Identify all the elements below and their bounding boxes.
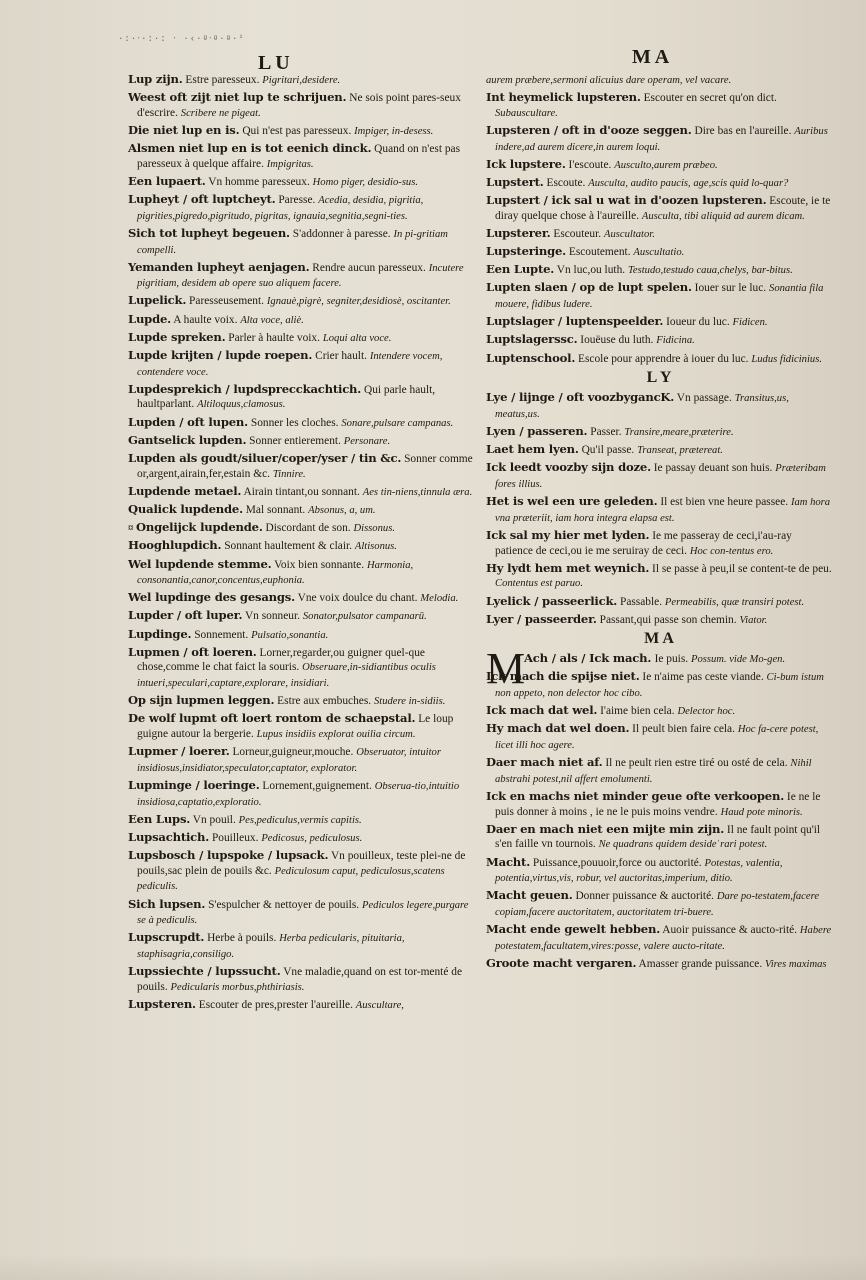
- headword: Lup zijn.: [128, 72, 183, 86]
- section-heading-ly: L Y: [646, 369, 672, 387]
- dictionary-entry: [128, 590, 474, 607]
- headword: Yemanden lupheyt aenjagen.: [128, 259, 310, 274]
- french-gloss: Herbe à pouils.: [204, 932, 280, 945]
- right-entries-lu: [486, 72, 832, 367]
- dictionary-entry: [128, 141, 474, 172]
- dictionary-entry: [128, 645, 474, 692]
- latin-gloss: Pediculos legere,purgare se à pediculis.: [137, 899, 469, 927]
- latin-gloss: Fidicina.: [656, 335, 695, 347]
- headword: Int heymelick lupsteren.: [486, 90, 641, 105]
- latin-gloss: Obserua-tio,intuitio insidiosa,captatio,exploratio.: [137, 780, 460, 808]
- latin-gloss: Aes tin-niens,tinnula æra.: [362, 486, 473, 498]
- headword: Groote macht vergaren.: [486, 955, 637, 970]
- latin-gloss: Alta voce, aliè.: [240, 314, 304, 326]
- latin-gloss: In pi-gritiam compelli.: [137, 228, 448, 256]
- latin-gloss: Obseruator, intuitor insidiosus,insidiator,speculator,captator, explorator.: [137, 747, 441, 774]
- french-gloss: Lornement,guignement.: [259, 779, 375, 792]
- headword: Luptslager / luptenspeelder.: [486, 314, 664, 329]
- latin-gloss: Pes,pediculus,vermis capitis.: [238, 814, 362, 826]
- french-gloss: Donner puissance & auctorité.: [572, 890, 717, 903]
- latin-gloss: Altiloquus,clamosus.: [197, 399, 286, 411]
- french-gloss: S'addonner à paresse.: [289, 227, 394, 240]
- latin-gloss: Altisonus.: [354, 541, 397, 553]
- headword: Gantselick lupden.: [128, 432, 247, 447]
- latin-gloss: Permeabilis, quæ transiri potest.: [664, 596, 805, 608]
- latin-gloss: Sonantia fila mouere, fidibus ludere.: [495, 283, 824, 311]
- french-gloss: Ne sois point pares-seux d'escrire.: [137, 92, 461, 119]
- latin-gloss: Herba pedicularis, pituitaria, staphisagria,consiligo.: [137, 933, 405, 960]
- dictionary-entry: [128, 711, 474, 742]
- dictionary-entry: [486, 280, 832, 312]
- dictionary-entry: [128, 484, 474, 501]
- latin-gloss: Dissonus.: [353, 523, 395, 535]
- latin-gloss: Contentus est paruo.: [495, 578, 583, 590]
- dictionary-entry: [486, 528, 832, 559]
- french-gloss: S'espulcher & nettoyer de pouils.: [205, 898, 362, 911]
- french-gloss: Estre paresseux.: [182, 74, 263, 86]
- latin-gloss: Sonare,pulsare campanas.: [341, 417, 454, 429]
- latin-gloss: Auscultatio.: [633, 247, 685, 259]
- latin-gloss: Impigritas.: [266, 158, 314, 170]
- latin-gloss: Auscultare,: [355, 999, 404, 1011]
- right-entries-ma: [486, 669, 832, 972]
- headword: Lupde spreken.: [128, 329, 226, 344]
- headword: Macht ende gewelt hebben.: [486, 922, 661, 937]
- french-gloss: Iouer sur le luc.: [691, 282, 770, 295]
- headword: Lye / lijnge / oft voozbygancK.: [486, 390, 675, 405]
- headword: Lupden / oft lupen.: [128, 414, 249, 429]
- dictionary-entry: [486, 789, 832, 820]
- latin-gloss: Iam hora vna præteriit, iam hora integra elapsa est.: [495, 497, 831, 524]
- headword: Daer en mach niet een mijte min zijn.: [486, 821, 725, 836]
- latin-gloss: Melodia.: [420, 593, 459, 605]
- latin-gloss: Hoc con-tentus ero.: [689, 545, 774, 557]
- headword: Daer mach niet af.: [486, 755, 603, 770]
- french-gloss: Airain tintant,ou sonnant.: [241, 485, 363, 498]
- french-gloss: Ioueur du luc.: [663, 316, 733, 329]
- headword: Luptenschool.: [486, 350, 576, 365]
- dictionary-entry: [128, 744, 474, 776]
- french-gloss: Sonner entierement.: [246, 434, 344, 447]
- french-gloss: Sonnement.: [191, 628, 252, 641]
- latin-gloss: Potestas, valentia, potentia,virtus,vis, robur, vel auctoritas,imperium, ditio.: [495, 857, 783, 885]
- french-gloss: Vn passage.: [674, 392, 735, 405]
- dictionary-entry: [486, 90, 832, 121]
- french-gloss: I'aime bien cela.: [597, 705, 678, 718]
- latin-gloss: Delector hoc.: [677, 706, 736, 718]
- dictionary-entry: [486, 855, 832, 887]
- latin-gloss: Absonus, a, um.: [308, 504, 376, 516]
- french-gloss: Le loup guigne autour la bergerie.: [137, 713, 454, 740]
- headword: Lupstert.: [486, 174, 544, 189]
- headword: Ick leedt voozby sijn doze.: [486, 460, 651, 475]
- dictionary-entry: [128, 348, 474, 380]
- headword: Lyer / passeerder.: [486, 611, 597, 626]
- french-gloss: Passable.: [617, 595, 665, 608]
- latin-gloss: Testudo,testudo caua,chelys, bar-bitus.: [627, 265, 793, 277]
- french-gloss: Quand on n'est pas paresseux à quelque affaire.: [137, 143, 461, 170]
- dictionary-entry: [486, 442, 832, 459]
- headword: Lupden als goudt/siluer/coper/yser / tin &c.: [128, 450, 402, 465]
- french-gloss: Ie me passeray de ceci,i'au-ray patience de ceci,ou ie me seruiray de ceci.: [495, 529, 792, 557]
- french-gloss: Voix bien sonnante.: [271, 558, 367, 571]
- french-gloss: Mal sonnant.: [242, 503, 309, 516]
- headword: Lupsteren / oft in d'ooze seggen.: [486, 122, 692, 137]
- latin-gloss: Acedia, desidia, pigritia, pigrities,pigredo,pigritudo, pigritas, ignauia,segnitia,segni-ties.: [137, 195, 424, 222]
- headword: Ick sal my hier met lyden.: [486, 527, 650, 542]
- dictionary-entry: [486, 612, 832, 629]
- dictionary-entry: [486, 226, 832, 243]
- headword: Wel lupdinge des gesangs.: [128, 590, 295, 605]
- french-gloss: Qui parle hault, haultparlant.: [137, 383, 436, 411]
- dictionary-entry: [128, 897, 474, 929]
- latin-gloss: Pediculosum caput, pediculosus,scatens pediculis.: [137, 865, 445, 893]
- dictionary-entry: [128, 123, 474, 140]
- french-gloss: Vne voix doulce du chant.: [294, 592, 421, 605]
- dictionary-entry: [128, 415, 474, 432]
- french-gloss: Ie n'aime pas ceste viande.: [639, 671, 767, 684]
- headword: Sich tot lupheyt begeuen.: [128, 225, 290, 240]
- dictionary-entry: [128, 90, 474, 121]
- french-gloss: Vn luc,ou luth.: [554, 264, 628, 277]
- latin-gloss: Pulsatio,sonantia.: [251, 629, 329, 641]
- dictionary-entry: [128, 451, 474, 482]
- dictionary-entry: [486, 669, 832, 701]
- latin-gloss: Homo piger, desidio-sus.: [312, 176, 419, 188]
- french-gloss: Ie puis.: [654, 653, 691, 666]
- latin-gloss: Ausculto,aurem præbeo.: [614, 159, 718, 171]
- latin-gloss: Auribus indere,ad aurem dicere,in aurem loqui.: [495, 125, 828, 153]
- headword: Ick mach dat wel.: [486, 703, 598, 718]
- headword: Lupdesprekich / lupdsprecckachtich.: [128, 381, 362, 396]
- latin-gloss: Viator.: [739, 614, 768, 626]
- headword: Lupsbosch / lupspoke / lupsack.: [128, 848, 329, 863]
- dictionary-entry: [128, 312, 474, 329]
- headword: Lupsteringe.: [486, 244, 567, 259]
- latin-gloss: Possum. vide Mo-gen.: [690, 654, 786, 666]
- french-gloss: Parler à haulte voix.: [225, 331, 323, 344]
- headword: Qualick lupdende.: [128, 501, 243, 516]
- headword: Lupde.: [128, 311, 172, 326]
- headword: Lupheyt / oft luptcheyt.: [128, 192, 276, 207]
- latin-gloss: Sonator,pulsator campanarū.: [302, 611, 427, 623]
- dictionary-entry: [128, 538, 474, 555]
- latin-gloss: Fidicen.: [732, 317, 768, 329]
- latin-gloss: Pigritari,desidere.: [262, 75, 341, 86]
- latin-gloss: Auscultator.: [603, 228, 655, 240]
- french-gloss: Ie passay deuant son huis.: [650, 462, 776, 475]
- headword: Lupder / oft luper.: [128, 608, 243, 623]
- french-gloss: Passer.: [587, 426, 625, 438]
- headword: Luptslagerssc.: [486, 332, 578, 347]
- headword: Macht.: [486, 854, 531, 869]
- dictionary-entry: [128, 778, 474, 810]
- french-gloss: Crier hault.: [312, 350, 370, 363]
- dictionary-entry: [486, 72, 832, 89]
- latin-gloss: Harmonia, consonantia,canor,concentus,euphonia.: [137, 559, 414, 587]
- headword: Hy lydt hem met weynich.: [486, 560, 650, 575]
- french-gloss: Ie ne le puis donner à moins , ie ne le puis moins vendre.: [495, 791, 821, 818]
- headword: Weest oft zijt niet lup te schrijuen.: [128, 90, 347, 105]
- french-gloss: I'escoute.: [565, 158, 615, 171]
- headword: Een Lupte.: [486, 262, 555, 277]
- dictionary-entry: [128, 520, 474, 537]
- latin-gloss: Haud pote minoris.: [720, 806, 803, 818]
- latin-gloss: Ne quadrans quidem desideˈrari potest.: [598, 839, 768, 851]
- french-gloss: Pouilleux.: [209, 831, 262, 844]
- dictionary-entry: [128, 260, 474, 292]
- french-gloss: Il se passe à peu,il se content-te de peu.: [649, 562, 832, 575]
- headword: Alsmen niet lup en is tot eenich dinck.: [128, 141, 372, 156]
- latin-gloss: Transitus,us, meatus,us.: [495, 393, 789, 420]
- latin-gloss: Transire,meare,præterire.: [624, 427, 734, 438]
- french-gloss: A haulte voix.: [171, 313, 241, 326]
- french-gloss: Vn homme paresseux.: [205, 175, 313, 188]
- dictionary-entry: [486, 703, 832, 720]
- headword: Een lupaert.: [128, 173, 206, 188]
- latin-gloss: Ludus fidicinius.: [751, 353, 822, 365]
- dictionary-entry: [128, 192, 474, 224]
- headword: Lupstert / ick sal u wat in d'oozen lupsteren.: [486, 193, 767, 208]
- latin-gloss: Intendere vocem, contendere voce.: [137, 351, 443, 378]
- french-gloss: Passant,qui passe son chemin.: [596, 613, 740, 626]
- french-gloss: Iouëuse du luth.: [577, 334, 657, 347]
- dictionary-entry: [128, 693, 474, 710]
- headword: Ick en machs niet minder geue ofte verkoopen.: [486, 789, 785, 803]
- latin-gloss: Ci-bum istum non appeto, non delector hoc cibo.: [495, 672, 824, 700]
- dictionary-entry: [486, 390, 832, 422]
- dictionary-entry: [486, 332, 832, 349]
- running-head-right: M A: [632, 46, 670, 68]
- french-gloss: Amasser grande puissance.: [636, 957, 766, 970]
- dictionary-entry: [128, 812, 474, 829]
- left-column: [128, 72, 474, 1015]
- headword: Lupsachtich.: [128, 829, 210, 844]
- headword: Ongelijck lupdende.: [135, 520, 263, 535]
- latin-gloss: Personare.: [343, 435, 391, 447]
- latin-gloss: Ausculta, audito paucis, age,scis quid lo-quar?: [588, 177, 789, 189]
- right-column: [486, 72, 832, 974]
- dropcap-letter: M: [486, 644, 526, 694]
- headword: Lupelick.: [128, 293, 187, 308]
- latin-gloss: Ausculta, tibi aliquid ad aurem dicam.: [641, 210, 805, 222]
- headword: Hy mach dat wel doen.: [486, 721, 630, 736]
- latin-gloss: Pedicularis morbus,phthiriasis.: [170, 981, 305, 993]
- dictionary-entry: [128, 608, 474, 625]
- french-gloss: Puissance,pouuoir,force ou auctorité.: [530, 856, 705, 869]
- headword: Een Lups.: [128, 811, 191, 826]
- headword: Ach / als / Ick mach.: [524, 651, 652, 666]
- headword: Lupdinge.: [128, 626, 192, 641]
- french-gloss: Paresseusement.: [186, 295, 267, 308]
- headword: Lupmen / oft loeren.: [128, 644, 257, 659]
- french-gloss: Dire bas en l'aureille.: [691, 124, 795, 137]
- headword: Ick mach die spijse niet.: [486, 669, 640, 684]
- french-gloss: Rendre aucun paresseux.: [309, 261, 429, 274]
- latin-gloss: Obseruare,in-sidiantibus oculis intueri,speculari,captare,explorare, insidiari.: [137, 662, 436, 690]
- dictionary-entry: [128, 830, 474, 847]
- french-gloss: Sonner les cloches.: [248, 416, 342, 429]
- latin-gloss: Vires maximas: [765, 958, 827, 970]
- headword: Lupdende metael.: [128, 483, 242, 498]
- dictionary-entry: [128, 930, 474, 962]
- french-gloss: Qui n'est pas paresseux.: [239, 124, 355, 137]
- headword: Lupmer / loerer.: [128, 744, 230, 759]
- dictionary-entry: [486, 460, 832, 492]
- dictionary-entry: [128, 293, 474, 310]
- headword: Wel lupdende stemme.: [128, 556, 272, 571]
- french-gloss: Qu'il passe.: [578, 444, 638, 457]
- dictionary-entry: [486, 123, 832, 155]
- dictionary-entry: [128, 330, 474, 347]
- french-gloss: Discordant de son.: [262, 522, 354, 535]
- dictionary-entry: [128, 382, 474, 413]
- headword: Hooghlupdich.: [128, 538, 222, 553]
- headword: De wolf lupmt oft loert rontom de schaepstal.: [128, 711, 416, 726]
- french-gloss: Lorneur,guigneur,mouche.: [229, 746, 357, 759]
- french-gloss: Paresse.: [275, 194, 319, 207]
- french-gloss: Vn pouil.: [190, 813, 239, 826]
- latin-gloss: Tinnire.: [272, 468, 306, 480]
- latin-gloss: Pedicosus, pediculosus.: [261, 832, 363, 844]
- french-gloss: Estre aux embuches.: [274, 695, 374, 708]
- french-gloss: Auoir puissance & aucto-rité.: [660, 924, 800, 937]
- headword: Lupde krijten / lupde roepen.: [128, 348, 313, 363]
- dictionary-entry: [128, 72, 474, 89]
- french-gloss: Escoute.: [543, 176, 589, 189]
- headword: Lupminge / loeringe.: [128, 777, 260, 792]
- dictionary-entry: [486, 888, 832, 920]
- french-gloss: Escouter de pres,prester l'aureille.: [195, 998, 356, 1011]
- dictionary-entry: [486, 822, 832, 853]
- headword: Lyen / passeren.: [486, 424, 588, 438]
- headword: Die niet lup en is.: [128, 122, 240, 137]
- latin-gloss: Dare po-testatem,facere copiam,facere auctoritatem, auctoritatem tri-buere.: [495, 891, 820, 918]
- french-gloss: Lorner,regarder,ou guigner quel-que chose,comme le chat faict la souris.: [137, 646, 425, 674]
- headword: Het is wel een ure geleden.: [486, 494, 658, 509]
- headword: Lupscrupdt.: [128, 930, 205, 945]
- dictionary-entry: [486, 755, 832, 787]
- french-gloss: Il ne peult rien estre tiré ou osté de cela.: [602, 757, 791, 770]
- page-bottom-shadow: [0, 1254, 866, 1280]
- french-gloss: Il est bien vne heure passee.: [657, 496, 791, 509]
- headword: Ick lupstere.: [486, 156, 566, 171]
- french-gloss: Vn sonneur.: [242, 610, 303, 623]
- french-gloss: Vn pouilleux, teste plei-ne de pouils,sac plein de pouils &c.: [137, 850, 466, 877]
- latin-gloss: Scribere ne pigeat.: [180, 107, 261, 119]
- latin-gloss: Incutere pigritiam, desidem ab opere suo aliquem facere.: [137, 262, 464, 290]
- french-gloss: Sonner comme or,argent,airain,fer,estain &c.: [137, 452, 473, 480]
- headword: Sich lupsen.: [128, 896, 206, 911]
- right-entries-ly: [486, 390, 832, 628]
- french-gloss: Escouter en secret qu'on dict.: [640, 92, 777, 105]
- running-head-left: L U: [258, 52, 290, 74]
- french-gloss: Il ne fault point qu'il s'en faille vn tournois.: [495, 823, 821, 851]
- latin-gloss: Impiger, in-desess.: [354, 125, 434, 137]
- dictionary-entry: [486, 594, 832, 611]
- dictionary-entry: [486, 494, 832, 526]
- headword: Op sijn lupmen leggen.: [128, 693, 275, 708]
- latin-gloss: Ignauè,pigrè, segniter,desidiosè, oscitanter.: [266, 296, 451, 308]
- dictionary-entry: [486, 956, 832, 973]
- french-gloss: Sonnant haultement & clair.: [221, 540, 355, 553]
- dictionary-entry: [486, 175, 832, 192]
- headword: Macht geuen.: [486, 888, 573, 903]
- dictionary-entry: [128, 174, 474, 191]
- dictionary-entry: [128, 433, 474, 450]
- latin-gloss: Habere potestatem,facultatem,vires:posse, valere aucto-ritate.: [495, 925, 832, 952]
- dictionary-entry: [486, 351, 832, 368]
- french-gloss: Vne maladie,quand on est tor-menté de pouils.: [137, 966, 463, 993]
- french-gloss: Escouteur.: [550, 227, 604, 240]
- french-gloss: Escoute, ie te diray quelque chose à l'aureille.: [495, 195, 831, 222]
- headword: Lupsteren.: [128, 996, 196, 1011]
- latin-gloss: Studere in-sidiis.: [373, 696, 446, 708]
- latin-gloss: Præteribam fores illius.: [495, 463, 826, 490]
- dictionary-entry: [486, 244, 832, 261]
- dictionary-entry: [486, 922, 832, 954]
- dictionary-entry: [128, 964, 474, 995]
- french-gloss: Il peult bien faire cela.: [629, 723, 738, 736]
- dictionary-entry: [486, 262, 832, 279]
- dictionary-entry: [128, 848, 474, 895]
- latin-gloss: Lupus insidiis explorat ouilia circum.: [256, 729, 416, 740]
- headword: Lupten slaen / op de lupt spelen.: [486, 280, 692, 295]
- dictionary-entry: [486, 424, 832, 441]
- top-smudge: ·:·‧·:·: ‧ ·‹·ᵍ‧ᵍ·ᵍ·ⁱ: [118, 34, 245, 44]
- french-gloss: Escoutement.: [566, 246, 634, 259]
- margin-mark: ¤: [128, 523, 136, 535]
- latin-gloss: Loqui alta voce.: [322, 332, 392, 344]
- dictionary-entry: [128, 226, 474, 258]
- dictionary-entry: [486, 157, 832, 174]
- latin-gloss: aurem præbere,sermoni alicuius dare operam, vel vacare.: [486, 75, 732, 86]
- section-heading-ma: M A: [644, 630, 674, 648]
- dictionary-entry: [128, 557, 474, 589]
- dictionary-entry: [128, 627, 474, 644]
- latin-gloss: Hoc fa-cere potest, licet illi hoc agere.: [495, 724, 819, 752]
- dictionary-entry: [486, 193, 832, 224]
- dictionary-entry: [486, 721, 832, 753]
- headword: Lupsterer.: [486, 225, 551, 240]
- french-gloss: Escole pour apprendre à iouer du luc.: [575, 352, 752, 365]
- dictionary-entry: [128, 502, 474, 519]
- latin-gloss: Nihil abstrahi potest,nil affert emolumenti.: [495, 758, 812, 785]
- dictionary-entry: [486, 314, 832, 331]
- latin-gloss: Transeat, prætereat.: [637, 445, 723, 457]
- dictionary-entry: [128, 997, 474, 1014]
- headword: Laet hem lyen.: [486, 442, 579, 457]
- dictionary-entry: [486, 561, 832, 592]
- headword: Lupssiechte / lupssucht.: [128, 964, 281, 979]
- headword: Lyelick / passeerlick.: [486, 593, 618, 608]
- latin-gloss: Subauscultare.: [495, 107, 558, 119]
